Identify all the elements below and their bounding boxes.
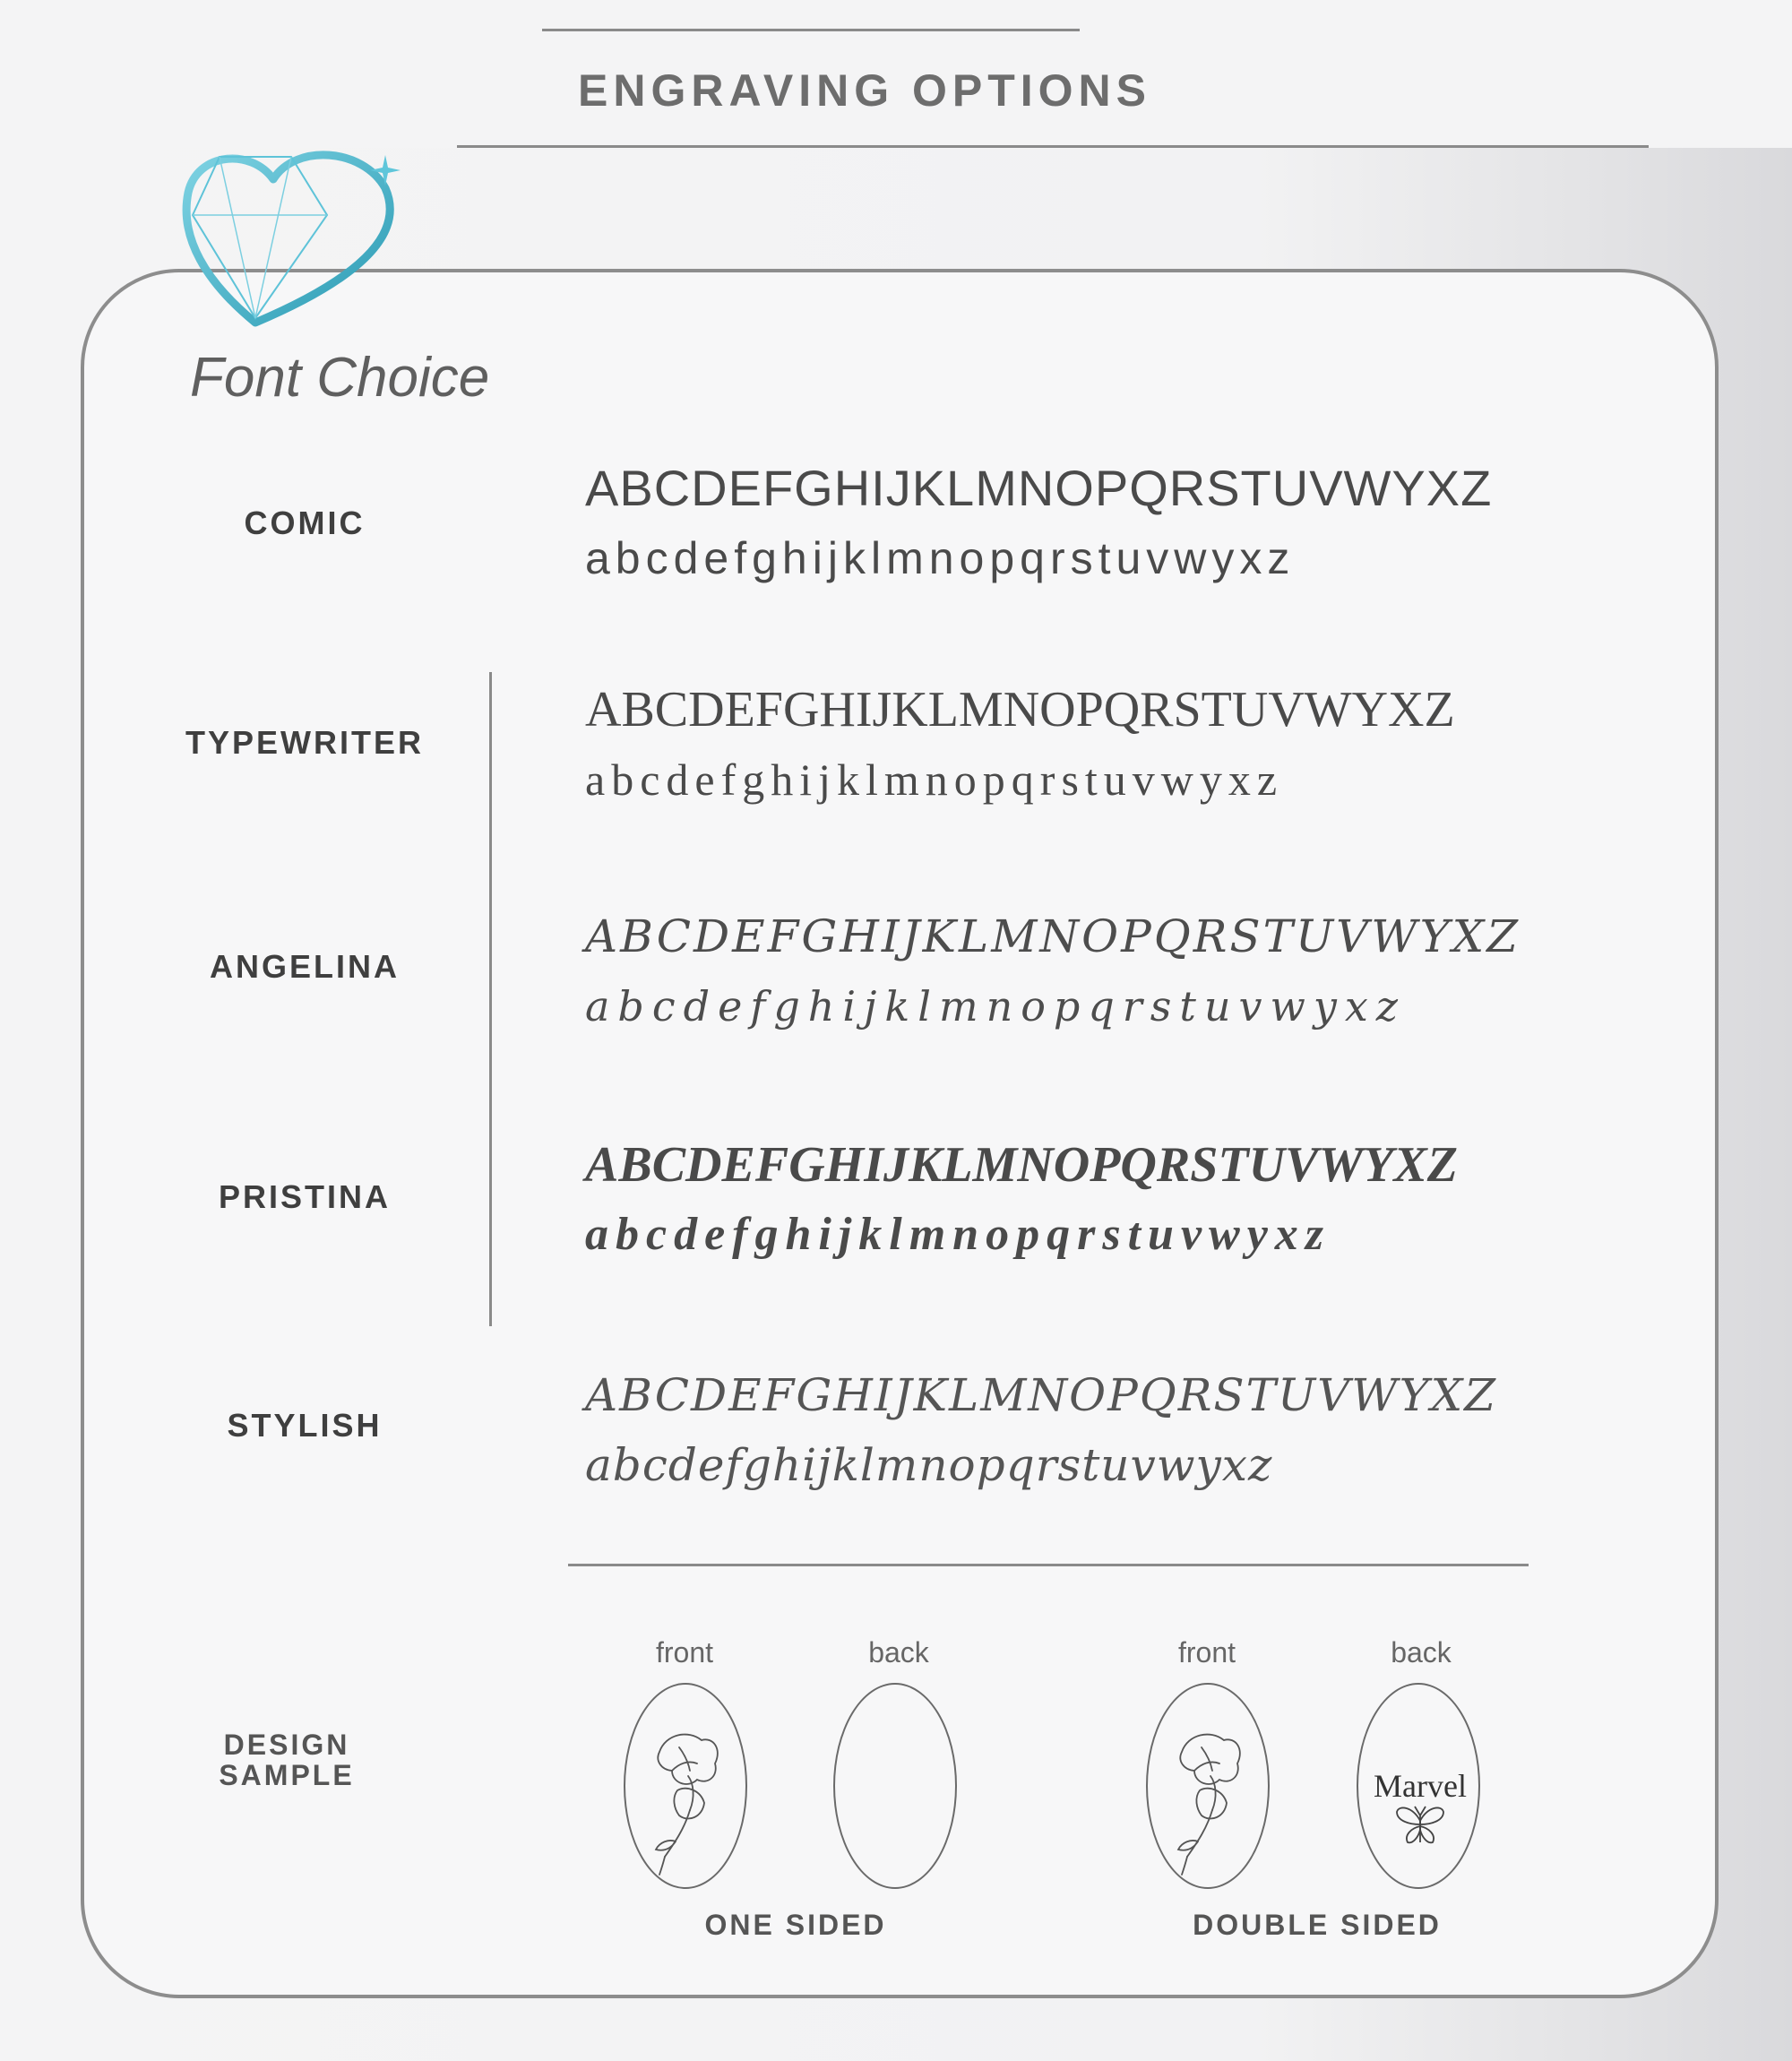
double-sided-front-oval — [1146, 1683, 1270, 1889]
flower-icon — [625, 1685, 745, 1887]
font-name-typewriter: TYPEWRITER — [185, 724, 424, 761]
one-sided-label: ONE SIDED — [704, 1909, 887, 1941]
font-name-comic: COMIC — [244, 504, 366, 541]
double-sided-front-label: front — [1177, 1636, 1236, 1669]
font-name-angelina: ANGELINA — [210, 948, 400, 985]
double-sided-label: DOUBLE SIDED — [1193, 1909, 1442, 1941]
lowercase-sample: abcdefghijklmnopqrstuvwyxz — [585, 1209, 1331, 1260]
font-sample-angelina — [585, 910, 1571, 1031]
uppercase-sample: ABCDEFGHIJKLMNOPQRSTUVWYXZ — [585, 682, 1455, 737]
title-top-rule — [542, 29, 1080, 31]
uppercase-sample: ABCDEFGHIJKLMNOPQRSTUVWYXZ — [585, 460, 1493, 516]
one-sided-front-label: front — [655, 1636, 714, 1669]
uppercase-sample: ABCDEFGHIJKLMNOPQRSTUVWYXZ — [585, 1369, 1498, 1421]
engraved-name: Marvel — [1374, 1768, 1467, 1804]
double-sided-back-label: back — [1391, 1636, 1452, 1669]
lowercase-sample: abcdefghijklmnopqrstuvwyxz — [585, 1439, 1273, 1491]
font-sample-pristina — [585, 1138, 1571, 1260]
lowercase-sample: abcdefghijklmnopqrstuvwyxz — [585, 755, 1284, 805]
double-sided-back-oval — [1357, 1683, 1480, 1889]
one-sided-back-label: back — [868, 1636, 929, 1669]
page-title: ENGRAVING OPTIONS — [577, 65, 1151, 116]
uppercase-sample: ABCDEFGHIJKLMNOPQRSTUVWYXZ — [585, 910, 1521, 962]
font-sample-comic — [585, 461, 1571, 583]
title-bottom-rule — [457, 145, 1649, 148]
design-label-line1: DESIGN — [223, 1729, 350, 1761]
design-sample-label — [197, 1729, 376, 1790]
section-divider — [568, 1564, 1529, 1566]
lowercase-sample: abcdefghijklmnopqrstuvwyxz — [585, 533, 1296, 583]
column-divider — [489, 672, 492, 1326]
one-sided-front-oval — [624, 1683, 747, 1889]
font-sample-typewriter — [585, 683, 1571, 805]
one-sided-back-oval — [833, 1683, 957, 1889]
uppercase-sample: ABCDEFGHIJKLMNOPQRSTUVWYXZ — [585, 1137, 1458, 1193]
font-name-pristina: PRISTINA — [218, 1178, 391, 1215]
font-sample-stylish — [585, 1368, 1571, 1490]
butterfly-icon — [1393, 1803, 1447, 1848]
lowercase-sample: abcdefghijklmnopqrstuvwyxz — [585, 982, 1407, 1030]
heart-diamond-logo-icon — [170, 139, 421, 336]
flower-icon — [1148, 1685, 1268, 1887]
design-label-line2: SAMPLE — [219, 1759, 355, 1791]
font-name-stylish: STYLISH — [227, 1407, 383, 1444]
section-title: Font Choice — [190, 347, 490, 409]
